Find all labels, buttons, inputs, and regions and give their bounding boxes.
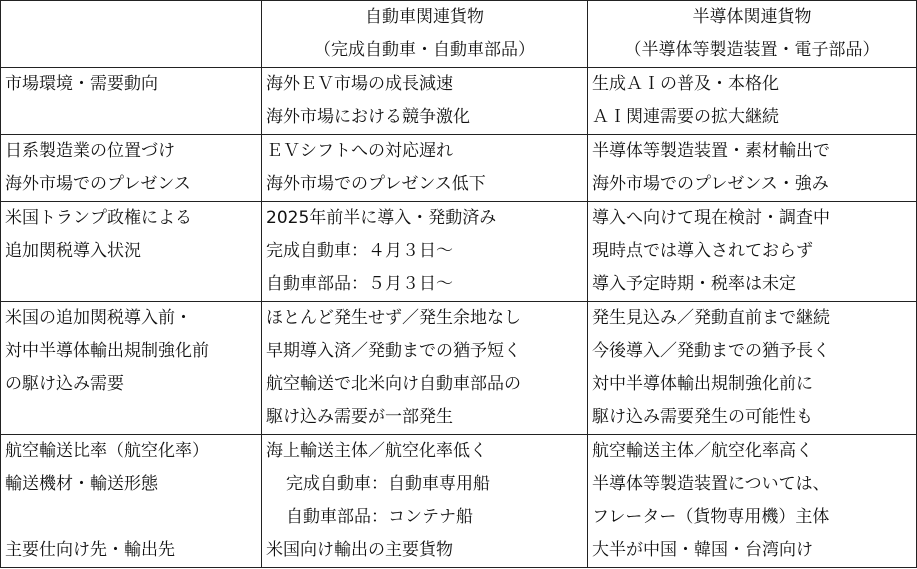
header-auto (262, 1, 588, 68)
header-auto-subtitle: （完成自動車・自動車部品） (314, 40, 535, 60)
row-label-line: 航空輸送比率（航空化率） (5, 441, 209, 461)
row-label-line: 輸送機材・輸送形態 (5, 474, 158, 494)
row-label-spacer (5, 501, 261, 534)
cell-line: 海外市場でのプレゼンス低下 (266, 174, 486, 194)
row-label (1, 435, 262, 568)
semi-cell (588, 135, 917, 202)
cell-line: 自動車部品：５月３日～ (266, 274, 453, 294)
auto-cell (262, 435, 588, 568)
auto-cell (262, 202, 588, 302)
header-semi-title: 半導体関連貨物 (692, 7, 812, 27)
header-row (1, 1, 917, 68)
row-label-line: 対中半導体輸出規制強化前 (5, 341, 209, 361)
cell-line: 自動車部品：コンテナ船 (286, 507, 473, 527)
cell-line: ほとんど発生せず／発生余地なし (266, 308, 521, 328)
cell-line: 航空輸送で北米向け自動車部品の (266, 374, 521, 394)
cell-line: 海外ＥＶ市場の成長減速 (266, 74, 453, 94)
semi-cell (588, 302, 917, 435)
row-label (1, 135, 262, 202)
auto-cell (262, 135, 588, 202)
cell-line: 半導体等製造装置については、 (592, 474, 830, 494)
cell-line: 海上輸送主体／航空化率低く (266, 441, 487, 461)
cell-line: 対中半導体輸出規制強化前に (592, 374, 813, 394)
table-row (1, 135, 917, 202)
cell-line: ＡＩ関連需要の拡大継続 (592, 107, 779, 127)
row-label (1, 68, 262, 135)
cell-line: ＥＶシフトへの対応遅れ (266, 141, 453, 161)
table-row (1, 302, 917, 435)
cell-line: 大半が中国・韓国・台湾向け (592, 540, 813, 560)
row-label-line: 主要仕向け先・輸出先 (5, 540, 175, 560)
row-label (1, 302, 262, 435)
cell-line: 導入予定時期・税率は未定 (592, 274, 796, 294)
row-label-line: 米国の追加関税導入前・ (5, 308, 192, 328)
cell-line: フレーター（貨物専用機）主体 (592, 507, 830, 527)
table-row (1, 435, 917, 568)
row-label-line: 市場環境・需要動向 (5, 74, 158, 94)
header-semi (588, 1, 917, 68)
cell-line: 2025年前半に導入・発動済み (266, 208, 497, 228)
row-label-line: 米国トランプ政権による (5, 208, 192, 228)
cell-line: 発生見込み／発動直前まで継続 (592, 308, 830, 328)
cell-line: 生成ＡＩの普及・本格化 (592, 74, 779, 94)
row-label-line: 追加関税導入状況 (5, 241, 141, 261)
header-auto-title: 自動車関連貨物 (365, 7, 484, 27)
table-row (1, 68, 917, 135)
auto-cell (262, 302, 588, 435)
corner-cell (1, 1, 262, 68)
cell-line: 早期導入済／発動までの猶予短く (266, 341, 521, 361)
cell-line: 米国向け輸出の主要貨物 (266, 540, 453, 560)
semi-cell (588, 68, 917, 135)
cell-line: 導入へ向けて現在検討・調査中 (592, 208, 830, 228)
row-label-line: の駆け込み需要 (5, 374, 124, 394)
cell-line: 完成自動車：自動車専用船 (286, 474, 490, 494)
header-semi-subtitle: （半導体等製造装置・電子部品） (624, 40, 880, 60)
cell-line: 海外市場でのプレゼンス・強み (592, 174, 829, 194)
cell-line: 現時点では導入されておらず (592, 241, 813, 261)
row-label-line: 日系製造業の位置づけ (5, 141, 175, 161)
cell-line: 航空輸送主体／航空化率高く (592, 441, 813, 461)
cell-line: 駆け込み需要が一部発生 (266, 407, 453, 427)
auto-cell (262, 68, 588, 135)
table-row (1, 202, 917, 302)
cell-line: 半導体等製造装置・素材輸出で (592, 141, 830, 161)
cell-line: 駆け込み需要発生の可能性も (592, 407, 813, 427)
cell-line: 海外市場における競争激化 (266, 107, 470, 127)
row-label (1, 202, 262, 302)
row-label-line: 海外市場でのプレゼンス (5, 174, 191, 194)
semi-cell (588, 435, 917, 568)
semi-cell (588, 202, 917, 302)
cell-line: 完成自動車：４月３日～ (266, 241, 453, 261)
cell-line: 今後導入／発動までの猶予長く (592, 341, 830, 361)
